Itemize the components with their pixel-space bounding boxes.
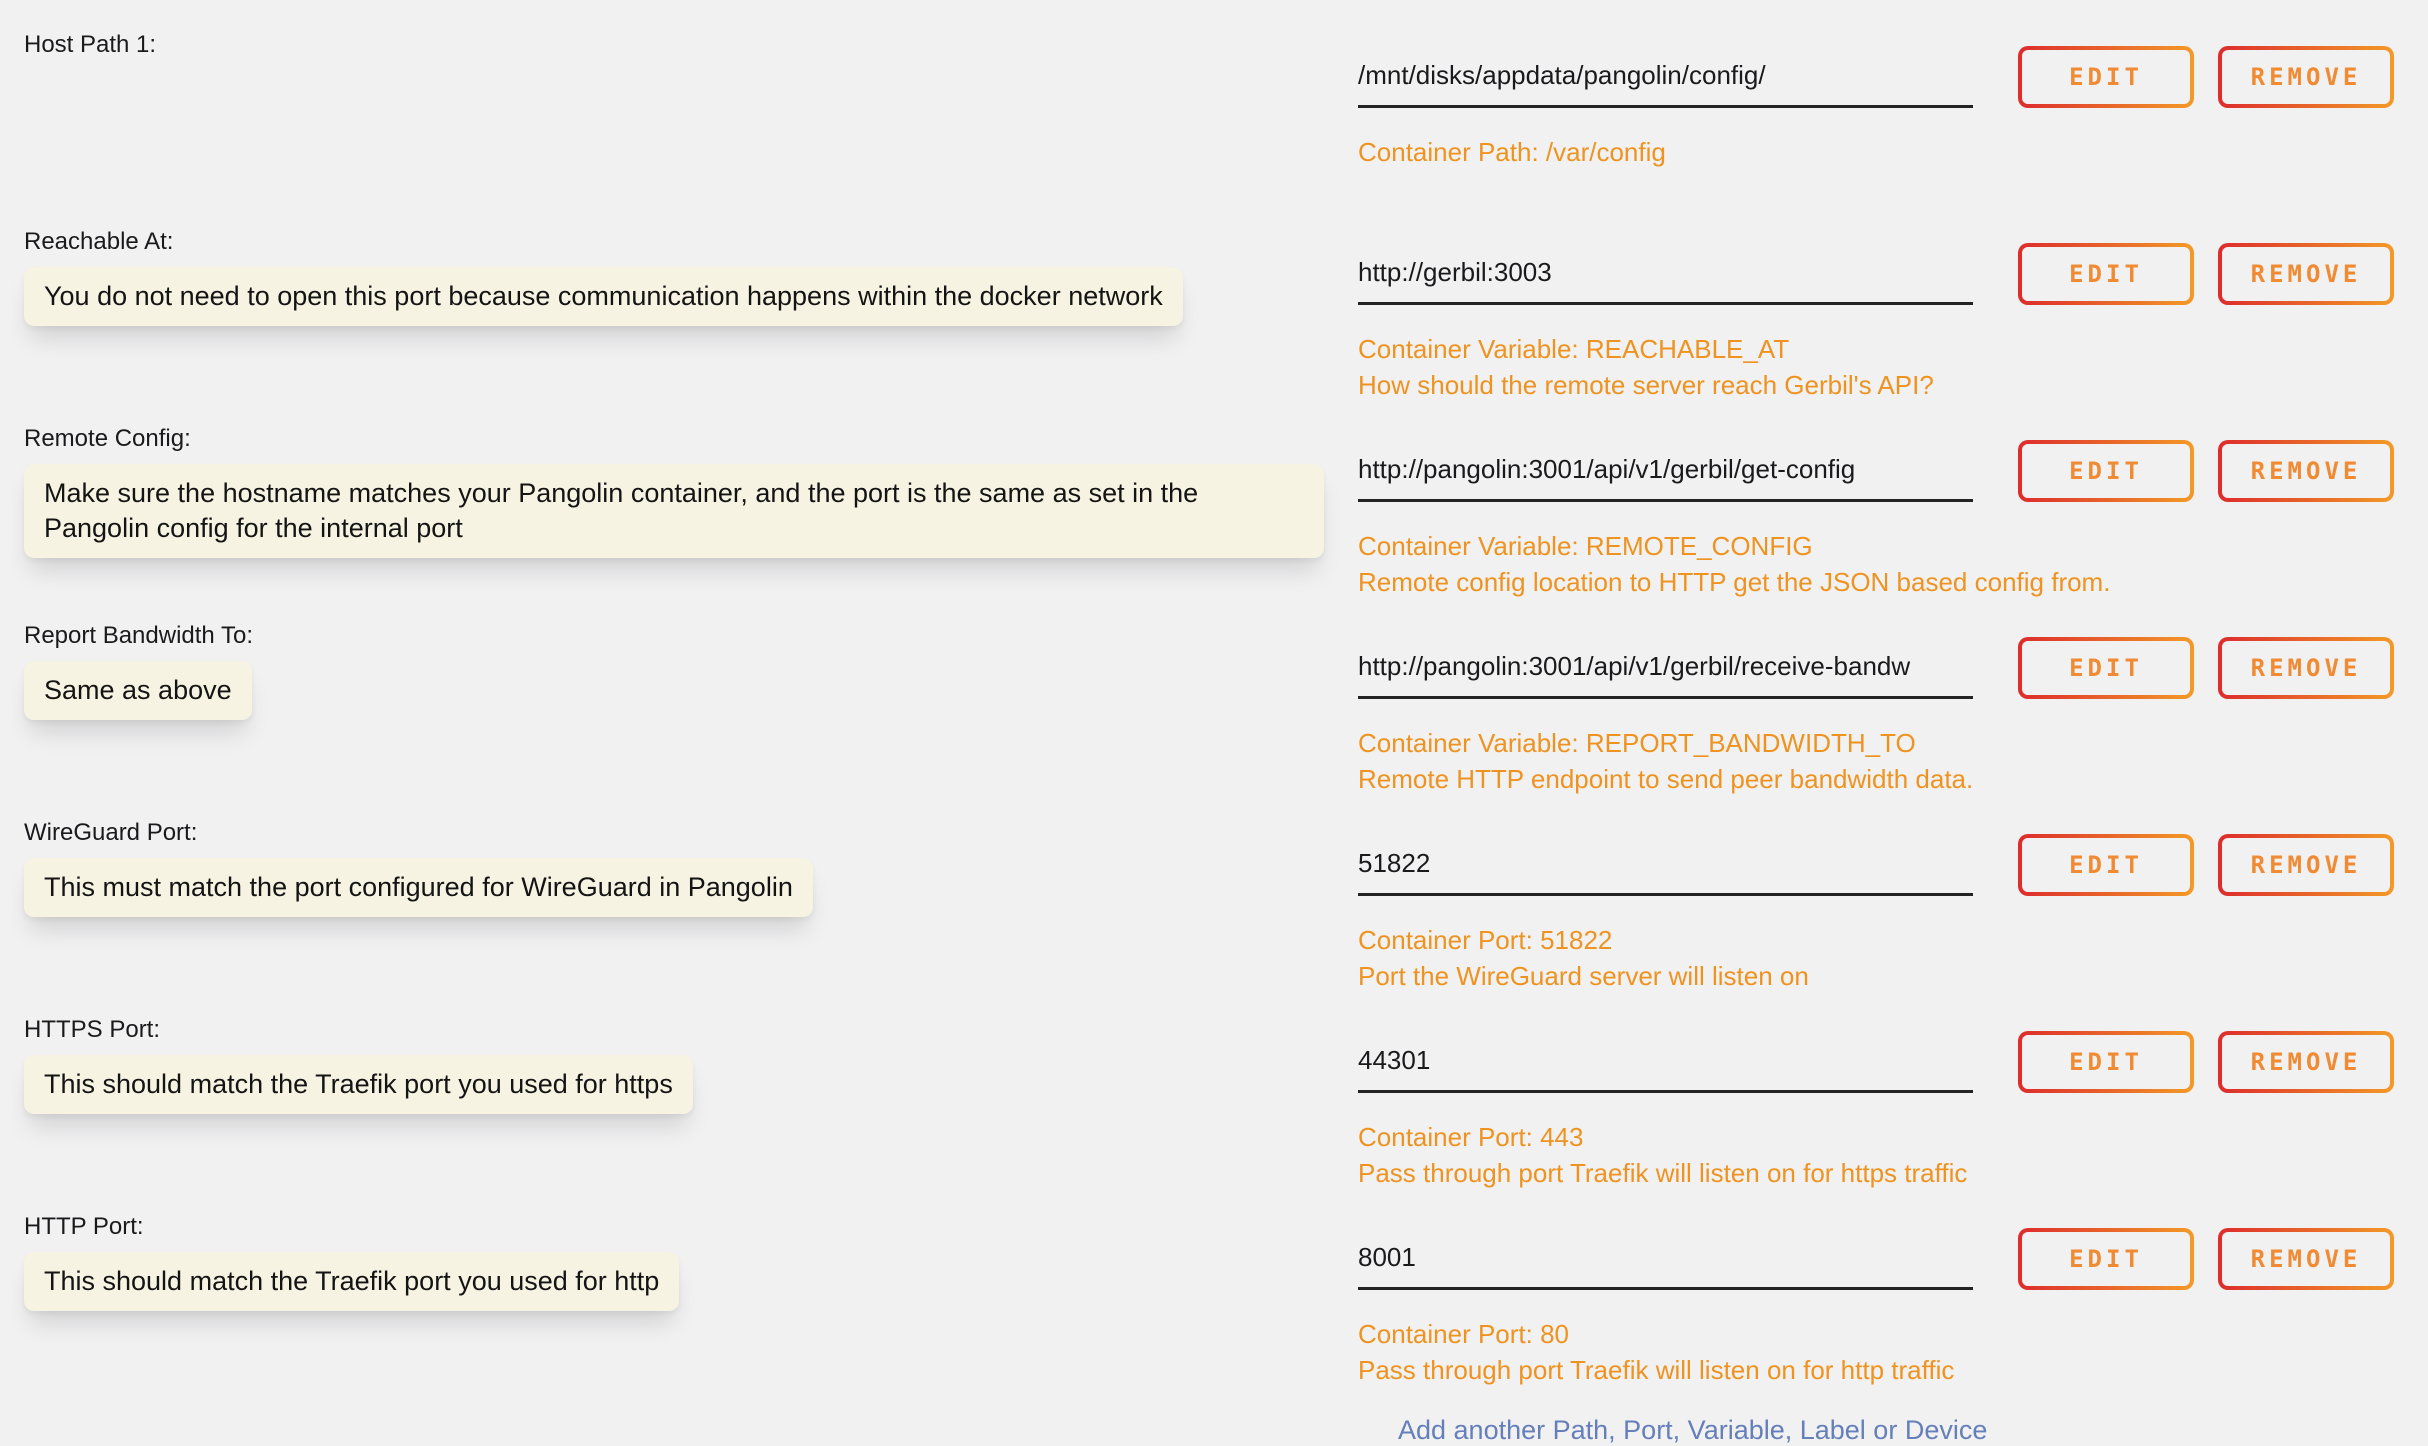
config-row-left: [24, 227, 1358, 326]
config-row: [24, 1015, 2428, 1212]
config-row: [24, 818, 2428, 1015]
edit-button[interactable]: EDIT: [2018, 1031, 2194, 1093]
config-row-right: [1358, 1212, 2428, 1388]
field-input-line: [1358, 440, 2428, 502]
remove-button[interactable]: REMOVE: [2218, 440, 2394, 502]
config-row-left: [24, 1212, 1358, 1311]
field-helper: [1358, 922, 2428, 994]
field-input-line: [1358, 1031, 2428, 1093]
field-input-line: [1358, 46, 2428, 108]
remove-button[interactable]: REMOVE: [2218, 243, 2394, 305]
helper-line: Container Variable: REPORT_BANDWIDTH_TO: [1358, 728, 1916, 758]
helper-line: Container Variable: REACHABLE_AT: [1358, 334, 1790, 364]
helper-line: Remote config location to HTTP get the JSON based config from.: [1358, 567, 2111, 597]
field-tooltip: This should match the Traefik port you used for http: [24, 1252, 679, 1311]
field-value-input[interactable]: [1358, 637, 1973, 699]
config-row: [24, 424, 2428, 621]
field-value-input[interactable]: [1358, 440, 1973, 502]
field-label: Host Path 1:: [24, 31, 157, 58]
config-row-left: [24, 818, 1358, 917]
field-value-input[interactable]: [1358, 243, 1973, 305]
edit-button[interactable]: EDIT: [2018, 440, 2194, 502]
field-label: Remote Config:: [24, 425, 191, 452]
field-input-line: [1358, 637, 2428, 699]
helper-line: How should the remote server reach Gerbil's API?: [1358, 370, 1934, 400]
field-value-input[interactable]: [1358, 834, 1973, 896]
remove-button[interactable]: REMOVE: [2218, 46, 2394, 108]
edit-button[interactable]: EDIT: [2018, 243, 2194, 305]
helper-line: Pass through port Traefik will listen on for http traffic: [1358, 1355, 1955, 1385]
field-value-input[interactable]: [1358, 1228, 1973, 1290]
field-helper: [1358, 331, 2428, 403]
field-tooltip: Same as above: [24, 661, 252, 720]
field-input-line: [1358, 1228, 2428, 1290]
helper-line: Container Port: 51822: [1358, 925, 1613, 955]
config-row-right: [1358, 818, 2428, 994]
config-row-left: [24, 424, 1358, 558]
config-row-right: [1358, 30, 2428, 170]
field-helper: [1358, 725, 2428, 797]
field-helper: [1358, 1316, 2428, 1388]
config-row: [24, 227, 2428, 424]
remove-button[interactable]: REMOVE: [2218, 1228, 2394, 1290]
field-value-input[interactable]: [1358, 46, 1973, 108]
config-row-left: [24, 621, 1358, 720]
field-helper: [1358, 134, 2428, 170]
edit-button[interactable]: EDIT: [2018, 637, 2194, 699]
helper-line: Port the WireGuard server will listen on: [1358, 961, 1809, 991]
config-row: [24, 621, 2428, 818]
field-tooltip: This must match the port configured for WireGuard in Pangolin: [24, 858, 813, 917]
field-label: Reachable At:: [24, 228, 174, 255]
edit-button[interactable]: EDIT: [2018, 46, 2194, 108]
field-tooltip: Make sure the hostname matches your Pangolin container, and the port is the same as set in the Pangolin config for the internal port: [24, 464, 1324, 558]
field-input-line: [1358, 834, 2428, 896]
helper-line: Container Variable: REMOTE_CONFIG: [1358, 531, 1813, 561]
config-row-left: [24, 30, 1358, 60]
edit-button[interactable]: EDIT: [2018, 1228, 2194, 1290]
field-label: Report Bandwidth To:: [24, 622, 254, 649]
helper-line: Pass through port Traefik will listen on for https traffic: [1358, 1158, 1968, 1188]
edit-button[interactable]: EDIT: [2018, 834, 2194, 896]
config-row-right: [1358, 621, 2428, 797]
field-label: HTTPS Port:: [24, 1016, 161, 1043]
config-row-left: [24, 1015, 1358, 1114]
config-row-right: [1358, 227, 2428, 403]
helper-line: Remote HTTP endpoint to send peer bandwidth data.: [1358, 764, 1974, 794]
config-row-right: [1358, 424, 2428, 600]
helper-line: Container Port: 80: [1358, 1319, 1570, 1349]
config-rows: [24, 30, 2428, 1409]
field-label: WireGuard Port:: [24, 819, 198, 846]
field-helper: [1358, 528, 2428, 600]
remove-button[interactable]: REMOVE: [2218, 637, 2394, 699]
helper-line: Container Port: 443: [1358, 1122, 1584, 1152]
config-row: [24, 30, 2428, 227]
field-input-line: [1358, 243, 2428, 305]
field-label: HTTP Port:: [24, 1213, 144, 1240]
remove-button[interactable]: REMOVE: [2218, 1031, 2394, 1093]
remove-button[interactable]: REMOVE: [2218, 834, 2394, 896]
config-row: [24, 1212, 2428, 1409]
add-another-link[interactable]: Add another Path, Port, Variable, Label or Device: [1398, 1415, 1988, 1445]
config-row-right: [1358, 1015, 2428, 1191]
helper-line: Container Path: /var/config: [1358, 137, 1666, 167]
field-value-input[interactable]: [1358, 1031, 1973, 1093]
field-tooltip: You do not need to open this port because communication happens within the docker network: [24, 267, 1183, 326]
field-tooltip: This should match the Traefik port you used for https: [24, 1055, 693, 1114]
field-helper: [1358, 1119, 2428, 1191]
